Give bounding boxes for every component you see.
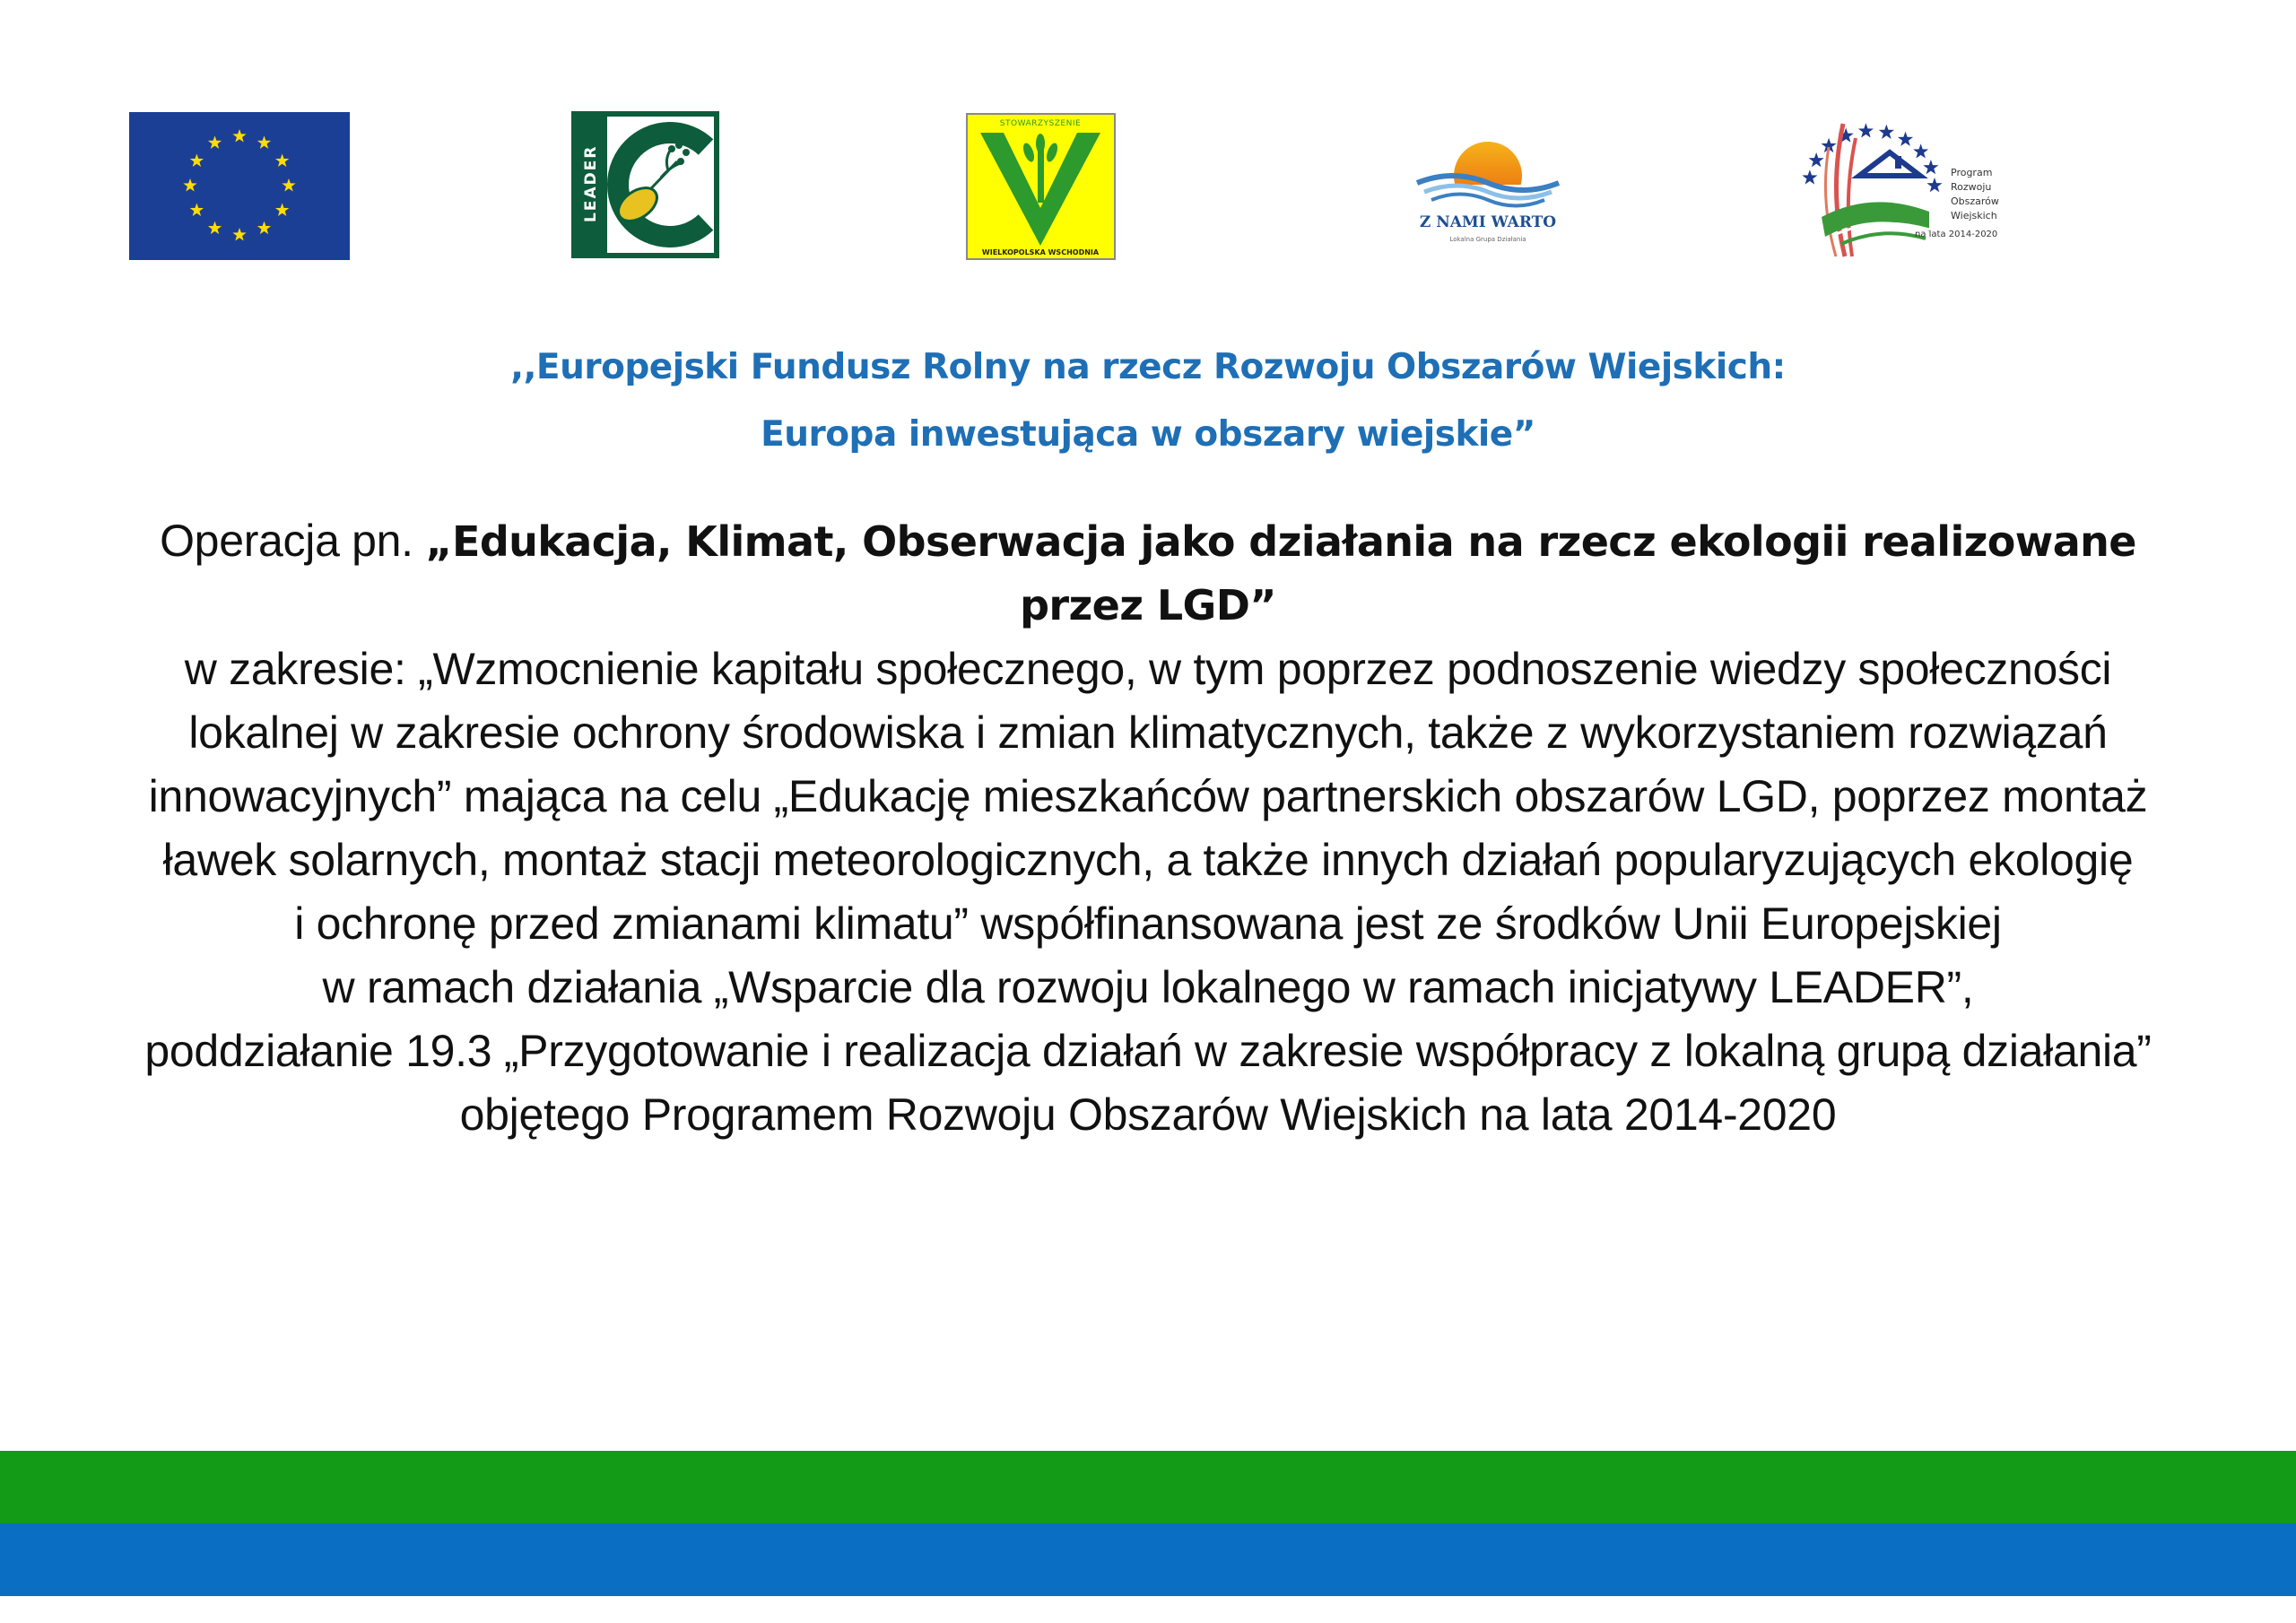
motto-line-2: Europa inwestująca w obszary wiejskie” <box>761 414 1535 455</box>
operation-prefix: Operacja pn. <box>160 516 426 566</box>
body-line-7: i ochronę przed zmianami klimatu” współfinansowana jest ze środków Unii Europejskiej <box>294 898 2002 949</box>
prow-star-icon <box>1879 125 1894 139</box>
prow-line-1: Program <box>1951 167 1993 178</box>
prow-logo <box>1789 111 2022 260</box>
prow-line-4: Wiejskich <box>1951 210 1997 221</box>
prow-star-icon <box>1858 123 1874 137</box>
body-line-9: poddziałanie 19.3 „Przygotowanie i realizacja działań w zakresie współpracy z lokalną grupą działania” <box>144 1026 2152 1076</box>
prow-line-3: Obszarów <box>1951 195 1999 207</box>
motto <box>0 334 2296 468</box>
body-line-10: objętego Programem Rozwoju Obszarów Wiejskich na lata 2014-2020 <box>459 1089 1837 1140</box>
stowarzyszenie-top-text: STOWARZYSZENIE <box>999 119 1082 128</box>
motto-line-1: ,,Europejski Fundusz Rolny na rzecz Rozwoju Obszarów Wiejskich: <box>510 347 1786 387</box>
operation-title-1: „Edukacja, Klimat, Obserwacja jako działania na rzecz ekologii realizowane <box>425 517 2136 566</box>
prow-star-icon <box>1926 178 1942 192</box>
leader-logo <box>571 111 719 258</box>
prow-star-icon <box>1923 160 1938 174</box>
stowarzyszenie-logo <box>966 113 1116 260</box>
prow-star-icon <box>1898 132 1913 146</box>
operation-title-2: przez LGD” <box>1020 581 1276 629</box>
prow-star-icon <box>1913 143 1928 158</box>
operation-title-line <box>90 509 2206 574</box>
footer-green-band <box>0 1451 2296 1523</box>
body-line-3: w zakresie: „Wzmocnienie kapitału społecznego, w tym poprzez podnoszenie wiedzy społeczności <box>184 644 2112 694</box>
body-line-6: ławek solarnych, montaż stacji meteorologicznych, a także innych działań popularyzujących ekologię <box>162 835 2134 885</box>
prow-line-2: Rozwoju <box>1951 181 1992 193</box>
z-nami-warto-title: Z NAMI WARTO <box>1419 213 1557 231</box>
body-line-5: innowacyjnych” mająca na celu „Edukację mieszkańców partnerskich obszarów LGD, poprzez montaż <box>148 771 2148 821</box>
z-nami-warto-logo <box>1408 133 1568 247</box>
body-line-4: lokalnej w zakresie ochrony środowiska i zmian klimatycznych, także z wykorzystaniem rozwiązań <box>188 707 2108 758</box>
prow-star-icon <box>1802 169 1817 184</box>
leader-logo-text: LEADER <box>582 144 600 222</box>
prow-years: na lata 2014-2020 <box>1915 230 1998 239</box>
stowarzyszenie-bottom-text: WIELKOPOLSKA WSCHODNIA <box>981 248 1100 256</box>
z-nami-warto-subtitle: Lokalna Grupa Działania <box>1449 236 1526 243</box>
footer-blue-band <box>0 1523 2296 1596</box>
eu-flag-logo <box>129 112 350 260</box>
operation-description <box>90 509 2206 1147</box>
body-line-8: w ramach działania „Wsparcie dla rozwoju lokalnego w ramach inicjatywy LEADER”, <box>322 962 1974 1012</box>
prow-star-icon <box>1809 152 1824 167</box>
